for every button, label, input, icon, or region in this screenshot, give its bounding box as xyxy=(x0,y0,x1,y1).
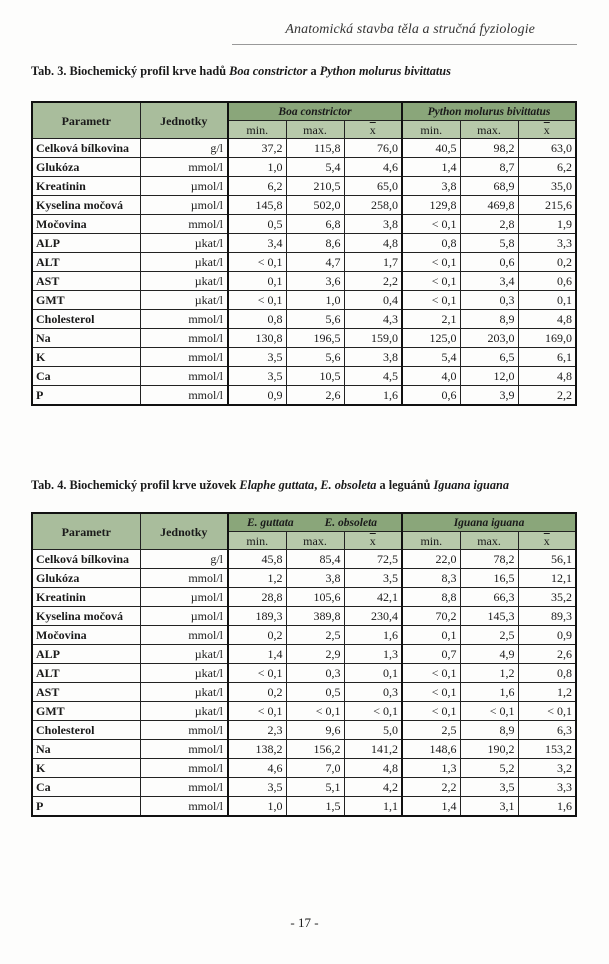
value-cell: 6,2 xyxy=(228,177,286,196)
table4-caption-prefix: Tab. 4. Biochemický profil krve užovek xyxy=(31,478,240,492)
value-cell: 4,8 xyxy=(344,234,402,253)
value-cell: < 0,1 xyxy=(402,702,460,721)
param-cell: K xyxy=(32,759,140,778)
table-row xyxy=(32,158,576,177)
value-cell: 6,8 xyxy=(286,215,344,234)
table3-subheader-0: min. xyxy=(228,121,286,139)
value-cell: 4,8 xyxy=(518,310,576,329)
unit-cell: mmol/l xyxy=(140,348,228,367)
param-cell: Glukóza xyxy=(32,158,140,177)
table3-subheader-2: $\overline{x}$ xyxy=(344,121,402,139)
value-cell: 5,4 xyxy=(402,348,460,367)
table-row xyxy=(32,367,576,386)
table-row xyxy=(32,607,576,626)
table3-subheader-5: $\overline{x}$ xyxy=(518,121,576,139)
param-cell: Na xyxy=(32,740,140,759)
value-cell: 10,5 xyxy=(286,367,344,386)
value-cell: < 0,1 xyxy=(460,702,518,721)
param-cell: GMT xyxy=(32,702,140,721)
value-cell: 0,8 xyxy=(228,310,286,329)
unit-cell: µkat/l xyxy=(140,234,228,253)
table3-group-python: Python molurus bivittatus xyxy=(402,102,576,121)
unit-cell: mmol/l xyxy=(140,569,228,588)
value-cell: < 0,1 xyxy=(228,253,286,272)
param-cell: Celková bílkovina xyxy=(32,139,140,158)
unit-cell: g/l xyxy=(140,550,228,569)
value-cell: 130,8 xyxy=(228,329,286,348)
value-cell: < 0,1 xyxy=(402,664,460,683)
value-cell: 2,8 xyxy=(460,215,518,234)
unit-cell: mmol/l xyxy=(140,740,228,759)
value-cell: 42,1 xyxy=(344,588,402,607)
value-cell: < 0,1 xyxy=(402,272,460,291)
table3-caption-prefix: Tab. 3. Biochemický profil krve hadů xyxy=(31,64,230,78)
value-cell: 4,7 xyxy=(286,253,344,272)
value-cell: 1,4 xyxy=(228,645,286,664)
param-cell: Kreatinin xyxy=(32,177,140,196)
table-row xyxy=(32,253,576,272)
table-row xyxy=(32,588,576,607)
value-cell: 68,9 xyxy=(460,177,518,196)
table4-group-iguana: Iguana iguana xyxy=(402,513,576,532)
value-cell: 8,9 xyxy=(460,721,518,740)
value-cell: < 0,1 xyxy=(402,291,460,310)
value-cell: 66,3 xyxy=(460,588,518,607)
value-cell: 3,3 xyxy=(518,778,576,797)
unit-cell: g/l xyxy=(140,139,228,158)
value-cell: 3,3 xyxy=(518,234,576,253)
value-cell: 4,6 xyxy=(228,759,286,778)
value-cell: 3,8 xyxy=(286,569,344,588)
unit-cell: µkat/l xyxy=(140,683,228,702)
value-cell: 2,1 xyxy=(402,310,460,329)
value-cell: 8,9 xyxy=(460,310,518,329)
value-cell: 1,4 xyxy=(402,158,460,177)
value-cell: 2,6 xyxy=(518,645,576,664)
value-cell: 0,4 xyxy=(344,291,402,310)
table-row xyxy=(32,664,576,683)
unit-cell: µmol/l xyxy=(140,607,228,626)
value-cell: < 0,1 xyxy=(402,215,460,234)
param-cell: AST xyxy=(32,272,140,291)
unit-cell: mmol/l xyxy=(140,386,228,406)
table3-caption-species2: Python molurus bivittatus xyxy=(319,64,451,78)
table-row xyxy=(32,759,576,778)
value-cell: 4,8 xyxy=(344,759,402,778)
unit-cell: mmol/l xyxy=(140,158,228,177)
value-cell: 2,9 xyxy=(286,645,344,664)
value-cell: 72,5 xyxy=(344,550,402,569)
table-row xyxy=(32,797,576,817)
value-cell: 0,6 xyxy=(518,272,576,291)
unit-cell: µkat/l xyxy=(140,272,228,291)
value-cell: 1,1 xyxy=(344,797,402,817)
value-cell: 189,3 xyxy=(228,607,286,626)
value-cell: 12,1 xyxy=(518,569,576,588)
value-cell: 2,5 xyxy=(286,626,344,645)
table-row xyxy=(32,569,576,588)
value-cell: 45,8 xyxy=(228,550,286,569)
unit-cell: µmol/l xyxy=(140,177,228,196)
param-cell: Cholesterol xyxy=(32,310,140,329)
value-cell: 56,1 xyxy=(518,550,576,569)
page-number: - 17 - xyxy=(290,915,319,930)
value-cell: 0,3 xyxy=(286,664,344,683)
table-row xyxy=(32,683,576,702)
value-cell: 0,8 xyxy=(402,234,460,253)
value-cell: 115,8 xyxy=(286,139,344,158)
unit-cell: mmol/l xyxy=(140,721,228,740)
value-cell: 1,0 xyxy=(286,291,344,310)
table3-caption-mid: a xyxy=(307,64,320,78)
value-cell: 0,1 xyxy=(228,272,286,291)
value-cell: 3,5 xyxy=(344,569,402,588)
value-cell: < 0,1 xyxy=(228,291,286,310)
param-cell: Ca xyxy=(32,778,140,797)
table4-caption xyxy=(31,478,509,493)
value-cell: 4,3 xyxy=(344,310,402,329)
value-cell: 6,3 xyxy=(518,721,576,740)
value-cell: 215,6 xyxy=(518,196,576,215)
table-row xyxy=(32,177,576,196)
value-cell: 37,2 xyxy=(228,139,286,158)
table-row xyxy=(32,626,576,645)
unit-cell: µmol/l xyxy=(140,588,228,607)
value-cell: 22,0 xyxy=(402,550,460,569)
table4-caption-species2: E. obsoleta xyxy=(320,478,377,492)
value-cell: 5,6 xyxy=(286,348,344,367)
value-cell: 1,5 xyxy=(286,797,344,817)
value-cell: 35,2 xyxy=(518,588,576,607)
value-cell: 0,6 xyxy=(402,386,460,406)
table-row xyxy=(32,740,576,759)
value-cell: 156,2 xyxy=(286,740,344,759)
value-cell: 2,5 xyxy=(460,626,518,645)
value-cell: 0,5 xyxy=(228,215,286,234)
value-cell: 0,2 xyxy=(518,253,576,272)
value-cell: 169,0 xyxy=(518,329,576,348)
param-cell: Celková bílkovina xyxy=(32,550,140,569)
table-row xyxy=(32,329,576,348)
value-cell: 6,2 xyxy=(518,158,576,177)
value-cell: 1,2 xyxy=(518,683,576,702)
table-row xyxy=(32,702,576,721)
value-cell: 3,5 xyxy=(228,367,286,386)
value-cell: 210,5 xyxy=(286,177,344,196)
param-cell: Glukóza xyxy=(32,569,140,588)
value-cell: < 0,1 xyxy=(228,702,286,721)
value-cell: 148,6 xyxy=(402,740,460,759)
value-cell: 2,3 xyxy=(228,721,286,740)
value-cell: 6,1 xyxy=(518,348,576,367)
param-cell: Na xyxy=(32,329,140,348)
value-cell: 2,6 xyxy=(286,386,344,406)
param-cell: ALP xyxy=(32,645,140,664)
table-row xyxy=(32,139,576,158)
value-cell: 3,8 xyxy=(344,215,402,234)
value-cell: 85,4 xyxy=(286,550,344,569)
value-cell: 4,9 xyxy=(460,645,518,664)
value-cell: 40,5 xyxy=(402,139,460,158)
value-cell: 3,6 xyxy=(286,272,344,291)
value-cell: 0,3 xyxy=(344,683,402,702)
value-cell: 3,5 xyxy=(460,778,518,797)
value-cell: 7,0 xyxy=(286,759,344,778)
value-cell: 4,0 xyxy=(402,367,460,386)
table-row xyxy=(32,721,576,740)
value-cell: 125,0 xyxy=(402,329,460,348)
value-cell: 1,6 xyxy=(518,797,576,817)
value-cell: 3,4 xyxy=(228,234,286,253)
param-cell: Cholesterol xyxy=(32,721,140,740)
param-cell: GMT xyxy=(32,291,140,310)
unit-cell: mmol/l xyxy=(140,797,228,817)
unit-cell: mmol/l xyxy=(140,626,228,645)
value-cell: 3,1 xyxy=(460,797,518,817)
table4-header-param: Parametr xyxy=(32,513,140,550)
value-cell: 141,2 xyxy=(344,740,402,759)
param-cell: Ca xyxy=(32,367,140,386)
value-cell: 3,5 xyxy=(228,778,286,797)
param-cell: Močovina xyxy=(32,215,140,234)
table-row xyxy=(32,550,576,569)
value-cell: 0,1 xyxy=(402,626,460,645)
value-cell: 230,4 xyxy=(344,607,402,626)
value-cell: 28,8 xyxy=(228,588,286,607)
value-cell: 105,6 xyxy=(286,588,344,607)
value-cell: 9,6 xyxy=(286,721,344,740)
param-cell: Kyselina močová xyxy=(32,607,140,626)
param-cell: P xyxy=(32,386,140,406)
param-cell: Močovina xyxy=(32,626,140,645)
value-cell: 1,0 xyxy=(228,158,286,177)
value-cell: 0,6 xyxy=(460,253,518,272)
table3-subheader-1: max. xyxy=(286,121,344,139)
value-cell: 3,2 xyxy=(518,759,576,778)
unit-cell: µkat/l xyxy=(140,291,228,310)
value-cell: < 0,1 xyxy=(402,253,460,272)
value-cell: 2,2 xyxy=(518,386,576,406)
table4-subheader-4: max. xyxy=(460,532,518,550)
unit-cell: mmol/l xyxy=(140,367,228,386)
value-cell: 196,5 xyxy=(286,329,344,348)
value-cell: 1,4 xyxy=(402,797,460,817)
table3-group-boa: Boa constrictor xyxy=(228,102,402,121)
value-cell: 70,2 xyxy=(402,607,460,626)
value-cell: < 0,1 xyxy=(286,702,344,721)
value-cell: 3,8 xyxy=(344,348,402,367)
param-cell: Kreatinin xyxy=(32,588,140,607)
value-cell: 63,0 xyxy=(518,139,576,158)
value-cell: 159,0 xyxy=(344,329,402,348)
value-cell: 0,2 xyxy=(228,626,286,645)
value-cell: 35,0 xyxy=(518,177,576,196)
table4 xyxy=(31,512,577,817)
value-cell: 65,0 xyxy=(344,177,402,196)
value-cell: 2,5 xyxy=(402,721,460,740)
value-cell: 89,3 xyxy=(518,607,576,626)
value-cell: 5,2 xyxy=(460,759,518,778)
unit-cell: µkat/l xyxy=(140,702,228,721)
value-cell: < 0,1 xyxy=(344,702,402,721)
value-cell: 4,5 xyxy=(344,367,402,386)
value-cell: 5,8 xyxy=(460,234,518,253)
table-row xyxy=(32,215,576,234)
value-cell: 0,2 xyxy=(228,683,286,702)
unit-cell: mmol/l xyxy=(140,759,228,778)
param-cell: AST xyxy=(32,683,140,702)
param-cell: P xyxy=(32,797,140,817)
value-cell: 8,6 xyxy=(286,234,344,253)
table4-subheader-0: min. xyxy=(228,532,286,550)
value-cell: 2,2 xyxy=(402,778,460,797)
value-cell: 0,5 xyxy=(286,683,344,702)
value-cell: 469,8 xyxy=(460,196,518,215)
table4-subheader-3: min. xyxy=(402,532,460,550)
unit-cell: µmol/l xyxy=(140,196,228,215)
value-cell: 190,2 xyxy=(460,740,518,759)
table3-caption-species1: Boa constrictor xyxy=(229,64,308,78)
unit-cell: mmol/l xyxy=(140,215,228,234)
value-cell: 3,8 xyxy=(402,177,460,196)
value-cell: 3,9 xyxy=(460,386,518,406)
table-row xyxy=(32,234,576,253)
unit-cell: mmol/l xyxy=(140,778,228,797)
value-cell: 0,9 xyxy=(518,626,576,645)
value-cell: 4,8 xyxy=(518,367,576,386)
value-cell: 203,0 xyxy=(460,329,518,348)
table3-header-unit: Jednotky xyxy=(140,102,228,139)
param-cell: Kyselina močová xyxy=(32,196,140,215)
value-cell: 153,2 xyxy=(518,740,576,759)
value-cell: 258,0 xyxy=(344,196,402,215)
value-cell: 138,2 xyxy=(228,740,286,759)
value-cell: 389,8 xyxy=(286,607,344,626)
table4-group-elaphe xyxy=(228,513,402,532)
unit-cell: mmol/l xyxy=(140,310,228,329)
table4-caption-species1: Elaphe guttata xyxy=(239,478,315,492)
table-row xyxy=(32,272,576,291)
unit-cell: µkat/l xyxy=(140,253,228,272)
value-cell: 4,6 xyxy=(344,158,402,177)
table4-subheader-2: $\overline{x}$ xyxy=(344,532,402,550)
table4-caption-mid1: , xyxy=(314,478,321,492)
table3-subheader-4: max. xyxy=(460,121,518,139)
value-cell: 1,0 xyxy=(228,797,286,817)
value-cell: 4,2 xyxy=(344,778,402,797)
value-cell: 0,1 xyxy=(518,291,576,310)
value-cell: 12,0 xyxy=(460,367,518,386)
value-cell: 3,5 xyxy=(228,348,286,367)
value-cell: 1,6 xyxy=(344,626,402,645)
value-cell: 8,7 xyxy=(460,158,518,177)
value-cell: < 0,1 xyxy=(228,664,286,683)
table4-header-unit: Jednotky xyxy=(140,513,228,550)
value-cell: 8,8 xyxy=(402,588,460,607)
unit-cell: µkat/l xyxy=(140,645,228,664)
table-row xyxy=(32,778,576,797)
value-cell: 3,4 xyxy=(460,272,518,291)
value-cell: 1,7 xyxy=(344,253,402,272)
unit-cell: µkat/l xyxy=(140,664,228,683)
value-cell: 5,4 xyxy=(286,158,344,177)
table-row xyxy=(32,310,576,329)
param-cell: ALT xyxy=(32,253,140,272)
table3-caption xyxy=(31,64,451,79)
table-row xyxy=(32,386,576,406)
param-cell: K xyxy=(32,348,140,367)
value-cell: 502,0 xyxy=(286,196,344,215)
value-cell: 5,1 xyxy=(286,778,344,797)
value-cell: < 0,1 xyxy=(518,702,576,721)
value-cell: 0,3 xyxy=(460,291,518,310)
table4-group-obsoleta: E. obsoleta xyxy=(324,516,378,529)
param-cell: ALT xyxy=(32,664,140,683)
value-cell: 5,6 xyxy=(286,310,344,329)
table-row xyxy=(32,196,576,215)
value-cell: 78,2 xyxy=(460,550,518,569)
table4-subheader-1: max. xyxy=(286,532,344,550)
table4-group-guttata: E. guttata xyxy=(247,516,294,529)
value-cell: 1,9 xyxy=(518,215,576,234)
table-row xyxy=(32,645,576,664)
value-cell: 0,9 xyxy=(228,386,286,406)
table3 xyxy=(31,101,577,406)
value-cell: 98,2 xyxy=(460,139,518,158)
value-cell: 145,3 xyxy=(460,607,518,626)
header-rule xyxy=(232,44,577,45)
value-cell: 1,6 xyxy=(344,386,402,406)
value-cell: 1,6 xyxy=(460,683,518,702)
value-cell: 129,8 xyxy=(402,196,460,215)
param-cell: ALP xyxy=(32,234,140,253)
value-cell: < 0,1 xyxy=(402,683,460,702)
value-cell: 8,3 xyxy=(402,569,460,588)
value-cell: 16,5 xyxy=(460,569,518,588)
table4-subheader-5: $\overline{x}$ xyxy=(518,532,576,550)
value-cell: 0,8 xyxy=(518,664,576,683)
table3-subheader-3: min. xyxy=(402,121,460,139)
value-cell: 145,8 xyxy=(228,196,286,215)
value-cell: 0,7 xyxy=(402,645,460,664)
table-row xyxy=(32,348,576,367)
table-row xyxy=(32,291,576,310)
value-cell: 76,0 xyxy=(344,139,402,158)
value-cell: 1,3 xyxy=(402,759,460,778)
value-cell: 6,5 xyxy=(460,348,518,367)
value-cell: 1,3 xyxy=(344,645,402,664)
value-cell: 2,2 xyxy=(344,272,402,291)
value-cell: 0,1 xyxy=(344,664,402,683)
value-cell: 1,2 xyxy=(228,569,286,588)
unit-cell: mmol/l xyxy=(140,329,228,348)
value-cell: 1,2 xyxy=(460,664,518,683)
running-header: Anatomická stavba těla a stručná fyziologie xyxy=(285,22,535,37)
table4-caption-species3: Iguana iguana xyxy=(433,478,509,492)
table3-header-param: Parametr xyxy=(32,102,140,139)
table4-caption-mid2: a leguánů xyxy=(376,478,434,492)
value-cell: 5,0 xyxy=(344,721,402,740)
